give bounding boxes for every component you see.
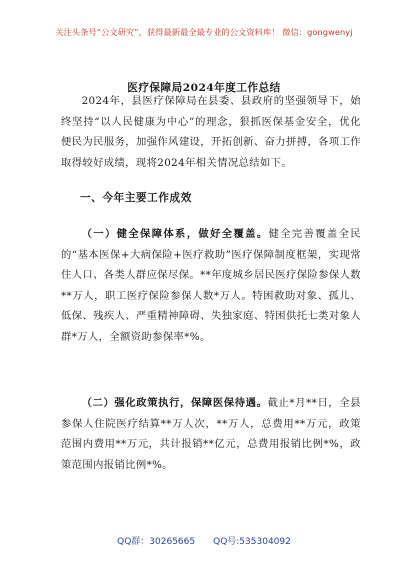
document-title: 医疗保障局2024年度工作总结 (127, 82, 281, 94)
footer-qq-number: QQ号:535304092 (213, 537, 291, 547)
item1-lead: （一）健全保障体系，做好全覆盖。 (81, 228, 269, 240)
item2-paragraph (61, 393, 361, 475)
item2-body: 截止*月**日，全县参保人住院医疗结算**万人次，**万人，总费用**万元，政策范围内费用**万元，共计报销**亿元，总费用报销比例*%，政策范围内报销比例*%。 (61, 397, 361, 471)
item2-lead: （二）强化政策执行，保障医保待遇。 (81, 397, 268, 409)
header-banner: 关注头条号“公文研究”，获得最新最全最专业的公文资料库！ 微信：gongwenyj (55, 27, 353, 37)
footer-contact (0, 534, 408, 547)
item1-body: 健全完善覆盖全民的“基本医保+大病保险+医疗救助”医疗保障制度框架，实现常住人口、各类人群应保尽保。**年度城乡居民医疗保险参保人数**万人，职工医疗保险参保人数*万人。特困救助对象、孤儿、低保、残疾人、严重精神障碍、失独家庭、特困供托七类对象人群*万人，全额资助参保率*%。 (61, 228, 361, 343)
item1-paragraph (61, 224, 361, 347)
section-heading: 一、今年主要工作成效 (80, 192, 192, 204)
footer-qq-group: QQ群：30265665 (117, 537, 196, 547)
intro-paragraph: 2024年，县医疗保障局在县委、县政府的坚强领导下，始终坚持“以人民健康为中心”的理念，狠抓医保基金安全，优化便民为民服务，加强作风建设，开拓创新、奋力拼搏，各项工作取得较好成绩，现将2024年相关情况总结如下。 (61, 95, 361, 169)
